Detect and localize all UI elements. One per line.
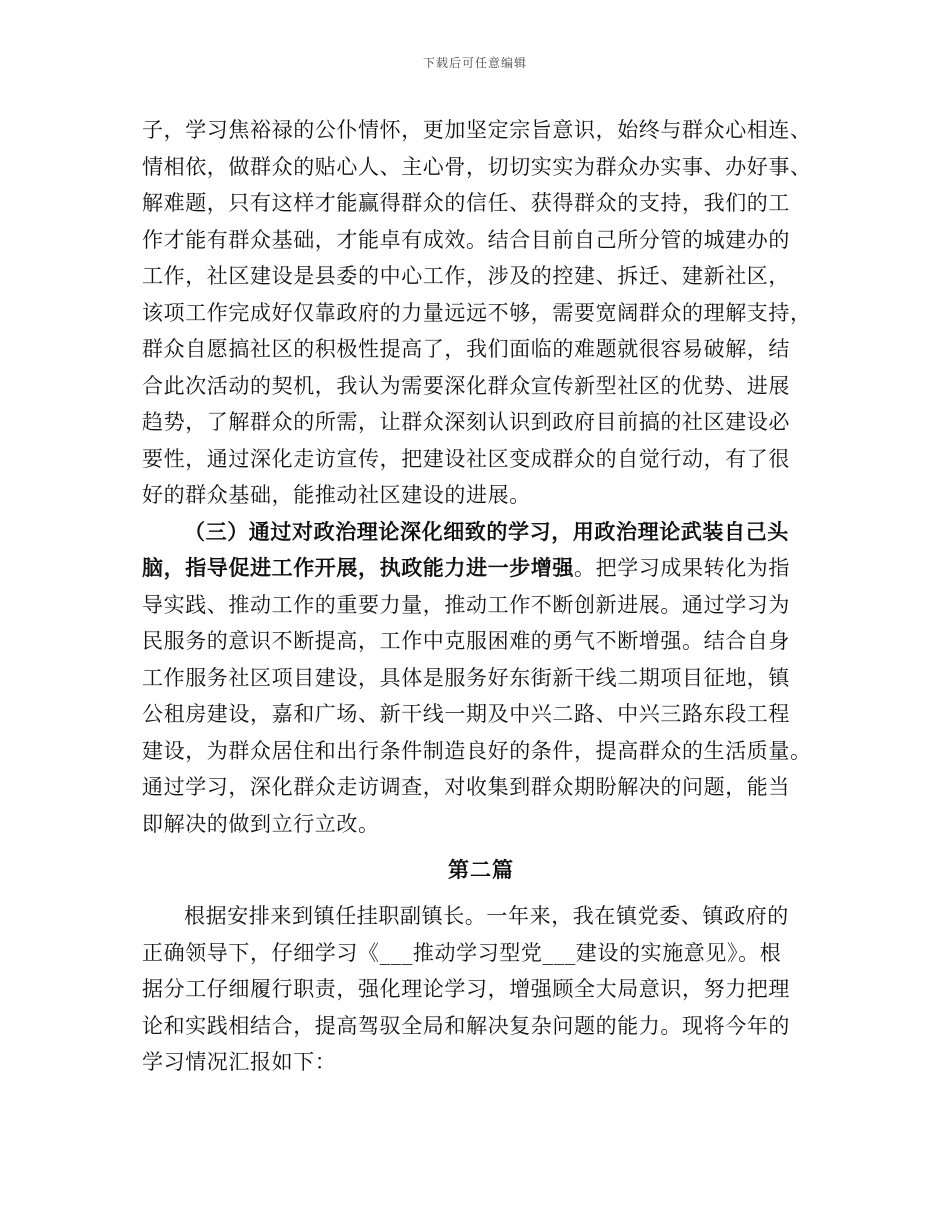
- section-heading-end: 脑，指导促进工作开展，执政能力进一步增强: [142, 555, 574, 580]
- page-header: 下载后可任意编辑: [422, 56, 527, 70]
- text-line: 该项工作完成好仅靠政府的力量远远不够，需要宽阔群众的理解支持，: [142, 300, 812, 325]
- text-line: 合此次活动的契机，我认为需要深化群众宣传新型社区的优势、进展: [142, 373, 790, 398]
- text-line: 要性，通过深化走访宣传，把建设社区变成群众的自觉行动，有了很: [142, 446, 790, 471]
- text-line: 论和实践相结合，提高驾驭全局和解决复杂问题的能力。现将今年的: [142, 1013, 790, 1038]
- text-line: 工作，社区建设是县委的中心工作，涉及的控建、拆迁、建新社区，: [142, 264, 790, 288]
- text-line: 趋势，了解群众的所需，让群众深刻认识到政府目前搞的社区建设必: [142, 410, 790, 434]
- text-line: 建设，为群众居住和出行条件制造良好的条件，提高群众的生活质量。: [142, 738, 812, 763]
- text-line: 即解决的做到立行立改。: [142, 811, 380, 836]
- document-body: [142, 112, 820, 1081]
- section-title: 第二篇: [448, 857, 514, 882]
- text-line: 情相依，做群众的贴心人、主心骨，切切实实为群众办实事、办好事、: [142, 154, 812, 179]
- text-line: 民服务的意识不断提高，工作中克服困难的勇气不断增强。结合自身: [142, 629, 790, 653]
- paragraph-section-three: [142, 514, 820, 843]
- paragraph-part-two: [142, 898, 820, 1081]
- text-line: 通过学习，深化群众走访调查，对收集到群众期盼解决的问题，能当: [142, 775, 790, 799]
- text-line: 公租房建设，嘉和广场、新干线一期及中兴二路、中兴三路东段工程: [142, 702, 790, 726]
- text-line: 群众自愿搞社区的积极性提高了，我们面临的难题就很容易破解，结: [142, 337, 790, 361]
- paragraph-continuation: [142, 112, 820, 514]
- text-line: 学习情况汇报如下：: [142, 1050, 337, 1074]
- text-line: 正确领导下，仔细学习《___推动学习型党___建设的实施意见》。根: [142, 940, 782, 965]
- text-line: [142, 550, 820, 587]
- text-line: 据分工仔细履行职责，强化理论学习，增强顾全大局意识，努力把理: [142, 977, 790, 1001]
- text-line: 导实践、推动工作的重要力量，推动工作不断创新进展。通过学习为: [142, 592, 790, 617]
- text-line: 好的群众基础，能推动社区建设的进展。: [142, 483, 531, 507]
- text-line: 解难题，只有这样才能赢得群众的信任、获得群众的支持，我们的工: [142, 191, 790, 215]
- text-line: 工作服务社区项目建设，具体是服务好东街新干线二期项目征地，镇: [142, 665, 790, 690]
- text-line: 子，学习焦裕禄的公仆情怀，更加坚定宗旨意识，始终与群众心相连、: [142, 118, 812, 142]
- text-line: 根据安排来到镇任挂职副镇长。一年来，我在镇党委、镇政府的: [184, 904, 789, 928]
- section-heading-line: （三）通过对政治理论深化细致的学习，用政治理论武装自己头: [184, 518, 789, 544]
- text-line: 作才能有群众基础，才能卓有成效。结合目前自己所分管的城建办的: [142, 227, 790, 252]
- text-span: 。把学习成果转化为指: [574, 556, 790, 580]
